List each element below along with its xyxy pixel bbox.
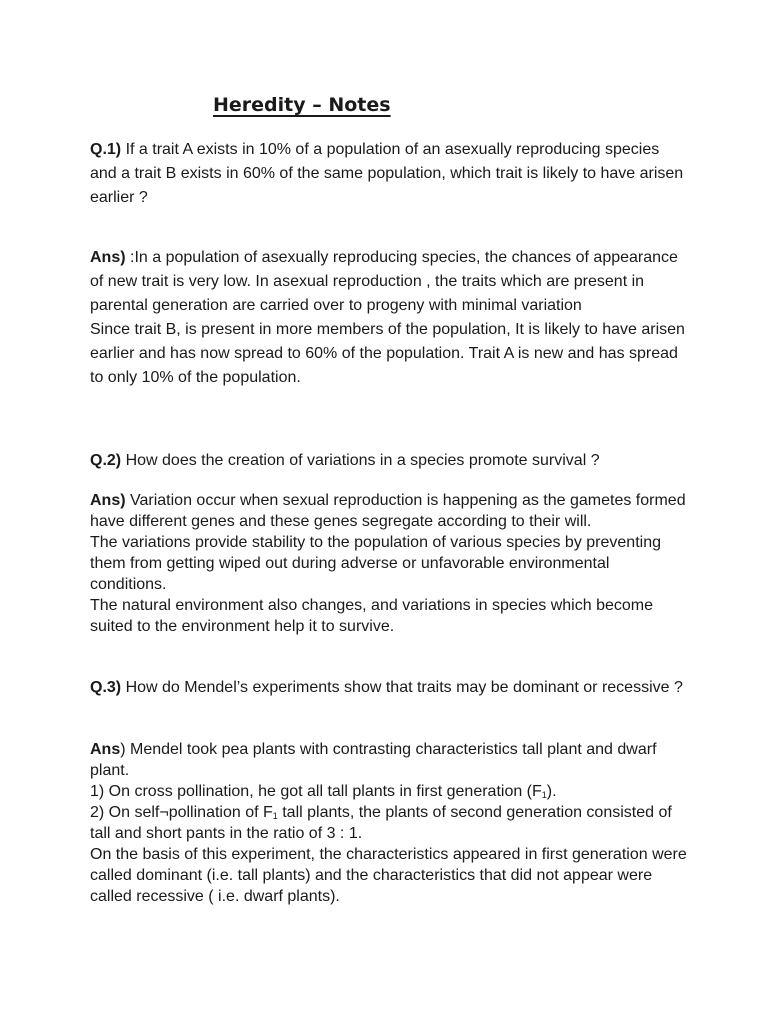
answer-2-paragraph-1: Variation occur when sexual reproduction is happening as the gametes formed have different genes and these genes segregate according to their will.: [90, 492, 686, 530]
answer-3-label: Ans: [90, 741, 121, 758]
question-3-label: Q.3): [90, 679, 122, 696]
question-3: [90, 677, 690, 698]
page-title: Heredity – Notes: [213, 94, 391, 116]
question-1-text: If a trait A exists in 10% of a population of an asexually reproducing species and a trait B exists in 60% of the same population, which trait is likely to have arisen earlier ?: [90, 141, 684, 206]
answer-2-paragraph-3: The natural environment also changes, and variations in species which become suited to the environment help it to survive.: [90, 597, 653, 635]
answer-3-conclusion: On the basis of this experiment, the characteristics appeared in first generation were called dominant (i.e. tall plants) and the characteristics that did not appear were called recessive ( i.e. dwarf plants).: [90, 846, 687, 905]
answer-3-intro: ) Mendel took pea plants with contrasting characteristics tall plant and dwarf plant.: [90, 741, 657, 779]
question-2-text: How does the creation of variations in a species promote survival ?: [121, 452, 600, 469]
answer-2-paragraph-2: The variations provide stability to the population of various species by preventing them from getting wiped out during adverse or unfavorable environmental conditions.: [90, 534, 661, 593]
answer-1-paragraph-2: Since trait B, is present in more members of the population, It is likely to have arisen earlier and has now spread to 60% of the population. Trait A is new and has spread to only 10% of the population.: [90, 321, 685, 386]
question-1-label: Q.1): [90, 141, 122, 158]
question-3-text: How do Mendel’s experiments show that traits may be dominant or recessive ?: [121, 679, 683, 696]
answer-3-point-1: 1) On cross pollination, he got all tall plants in first generation $(F_1)$.: [90, 783, 557, 800]
answer-2-label: Ans): [90, 492, 126, 509]
answer-3: [90, 739, 690, 907]
answer-2: [90, 490, 690, 637]
question-2-label: Q.2): [90, 452, 122, 469]
answer-1-paragraph-1: :In a population of asexually reproducing species, the chances of appearance of new trait is very low. In asexual reproduction , the traits which are present in parental generation are carried over to progeny with minimal variation: [90, 249, 678, 314]
answer-1-label: Ans): [90, 249, 126, 266]
question-2: [90, 449, 690, 473]
answer-3-point-2: 2) On self¬pollination of $F_1$ tall plants, the plants of second generation consisted of tall and short pants in the ratio of 3 : 1.: [90, 804, 672, 842]
answer-1: [90, 246, 690, 390]
question-1: [90, 138, 690, 210]
